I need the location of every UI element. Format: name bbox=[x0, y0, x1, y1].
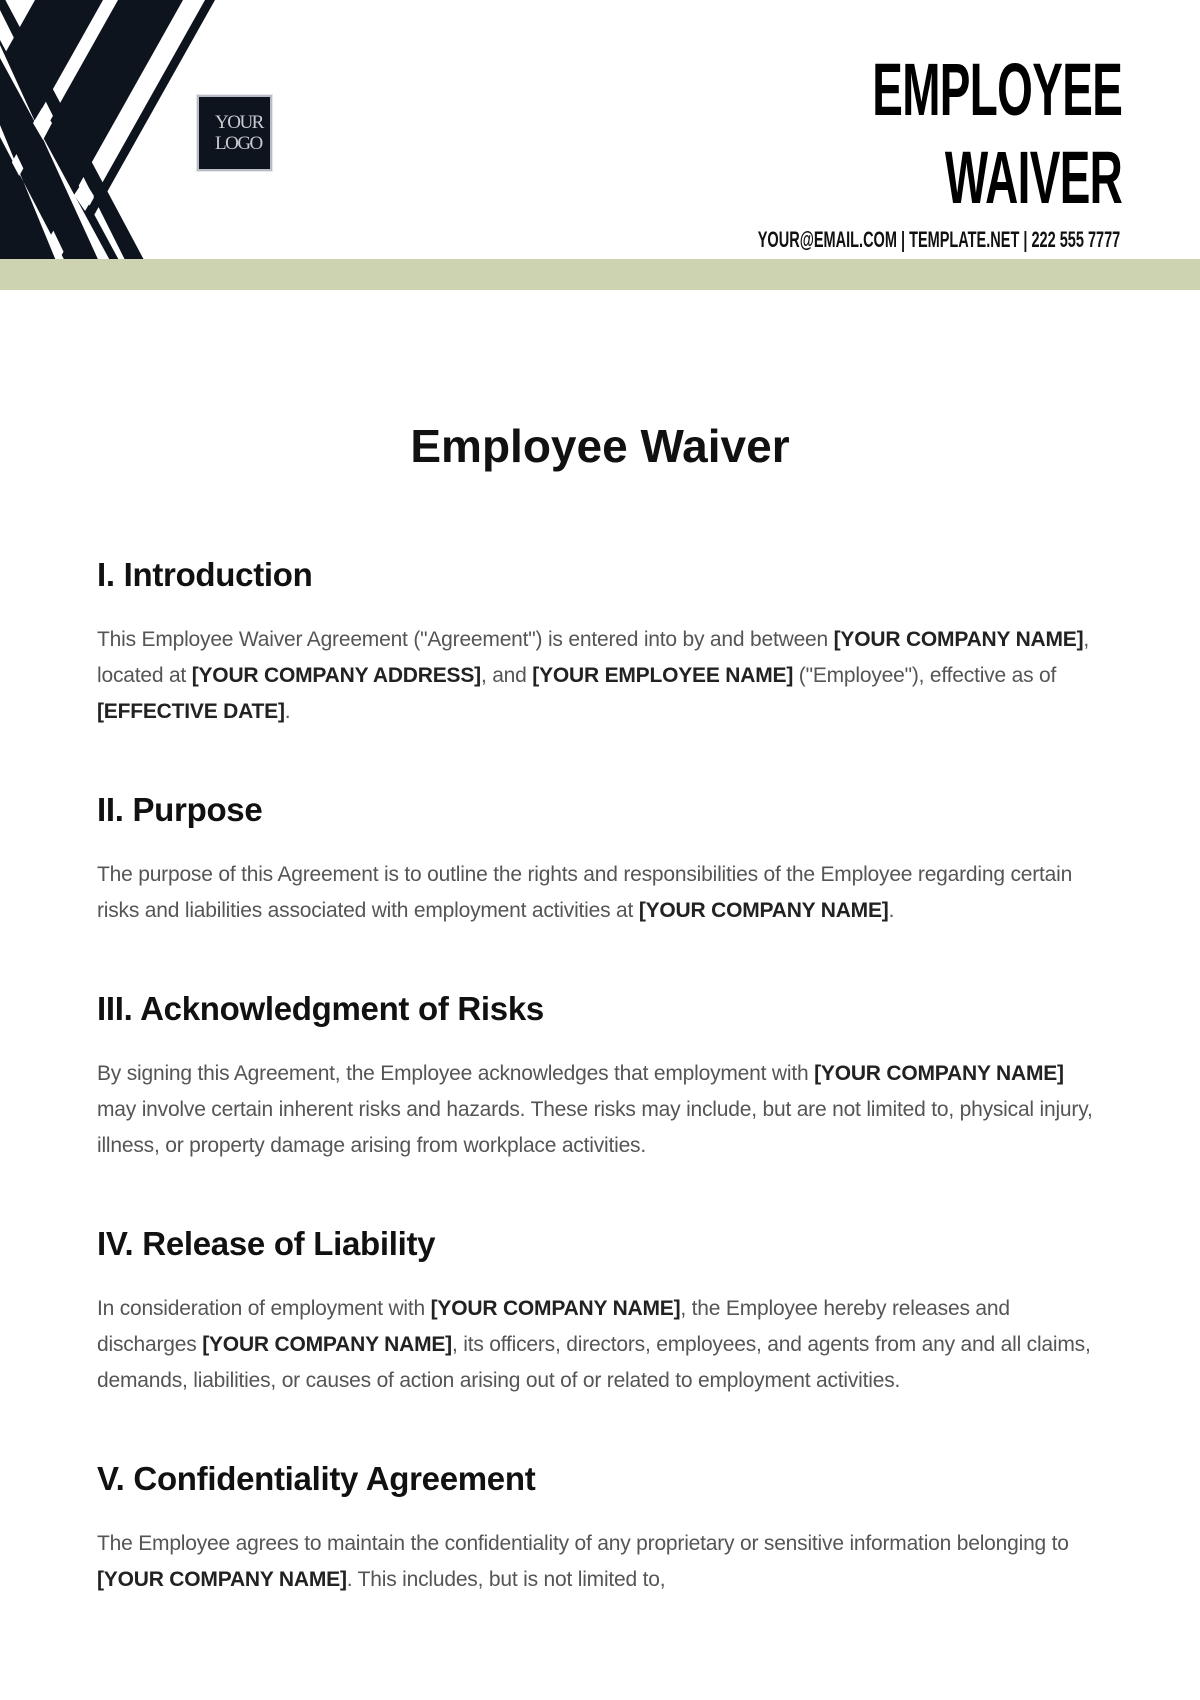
company-logo-placeholder bbox=[197, 95, 272, 171]
header-title-line-2: WAIVER bbox=[944, 136, 1122, 219]
paragraph-text: , the Employee hereby releases and discharges bbox=[97, 1297, 1010, 1356]
section-release-of-liability bbox=[97, 1224, 1107, 1399]
header-accent-band bbox=[0, 259, 1200, 290]
paragraph-text: . bbox=[888, 899, 895, 922]
section-paragraph bbox=[97, 622, 1107, 730]
section-paragraph bbox=[97, 1056, 1107, 1164]
section-heading: II. Purpose bbox=[97, 791, 263, 828]
placeholder-field: [EFFECTIVE DATE] bbox=[97, 700, 285, 723]
header-title bbox=[872, 46, 1122, 222]
paragraph-text: may involve certain inherent risks and hazards. These risks may include, but are not limited to, physical injury, illness, or property damage arising from workplace activities. bbox=[97, 1098, 1093, 1157]
section-heading: I. Introduction bbox=[97, 556, 313, 593]
paragraph-text: This Employee Waiver Agreement ("Agreement") is entered into by and between bbox=[97, 628, 834, 651]
paragraph-text: , located at bbox=[97, 628, 1090, 687]
section-paragraph bbox=[97, 1291, 1107, 1399]
contact-info: YOUR@EMAIL.COM | TEMPLATE.NET | 222 555 7777 bbox=[757, 227, 1120, 252]
section-paragraph bbox=[97, 1526, 1107, 1598]
section-purpose bbox=[97, 790, 1107, 929]
placeholder-field: [YOUR EMPLOYEE NAME] bbox=[532, 664, 794, 687]
placeholder-field: [YOUR COMPANY NAME] bbox=[97, 1568, 347, 1591]
paragraph-text: , and bbox=[480, 664, 533, 687]
paragraph-text: The Employee agrees to maintain the confidentiality of any proprietary or sensitive information belonging to bbox=[97, 1532, 1069, 1555]
header-title-line-1: EMPLOYEE bbox=[872, 48, 1122, 131]
placeholder-field: [YOUR COMPANY ADDRESS] bbox=[191, 664, 481, 687]
section-introduction bbox=[97, 555, 1107, 730]
document-title: Employee Waiver bbox=[410, 420, 790, 472]
document-body bbox=[97, 418, 1107, 1598]
paragraph-text: By signing this Agreement, the Employee acknowledges that employment with bbox=[97, 1062, 815, 1085]
paragraph-text: . bbox=[284, 700, 291, 723]
section-heading: IV. Release of Liability bbox=[97, 1225, 436, 1262]
section-heading: III. Acknowledgment of Risks bbox=[97, 990, 544, 1027]
placeholder-field: [YOUR COMPANY NAME] bbox=[202, 1333, 452, 1356]
logo-text-line-1: YOUR bbox=[215, 112, 263, 133]
paragraph-text: ("Employee"), effective as of bbox=[793, 664, 1057, 687]
section-acknowledgment-of-risks bbox=[97, 989, 1107, 1164]
placeholder-field: [YOUR COMPANY NAME] bbox=[430, 1297, 681, 1320]
paragraph-text: , its officers, directors, employees, and agents from any and all claims, demands, liabilities, or causes of action arising out of or related to employment activities. bbox=[97, 1333, 1091, 1392]
placeholder-field: [YOUR COMPANY NAME] bbox=[833, 628, 1084, 651]
section-paragraph bbox=[97, 857, 1107, 929]
document-header bbox=[0, 0, 1200, 290]
placeholder-field: [YOUR COMPANY NAME] bbox=[814, 1062, 1064, 1085]
placeholder-field: [YOUR COMPANY NAME] bbox=[638, 899, 889, 922]
section-confidentiality-agreement bbox=[97, 1459, 1107, 1598]
logo-text-line-2: LOGO bbox=[215, 133, 262, 154]
section-heading: V. Confidentiality Agreement bbox=[97, 1460, 536, 1497]
paragraph-text: In consideration of employment with bbox=[97, 1297, 431, 1320]
paragraph-text: The purpose of this Agreement is to outline the rights and responsibilities of the Employee regarding certain risks and liabilities associated with employment activities at bbox=[97, 863, 1073, 922]
paragraph-text: . This includes, but is not limited to, bbox=[346, 1568, 666, 1591]
